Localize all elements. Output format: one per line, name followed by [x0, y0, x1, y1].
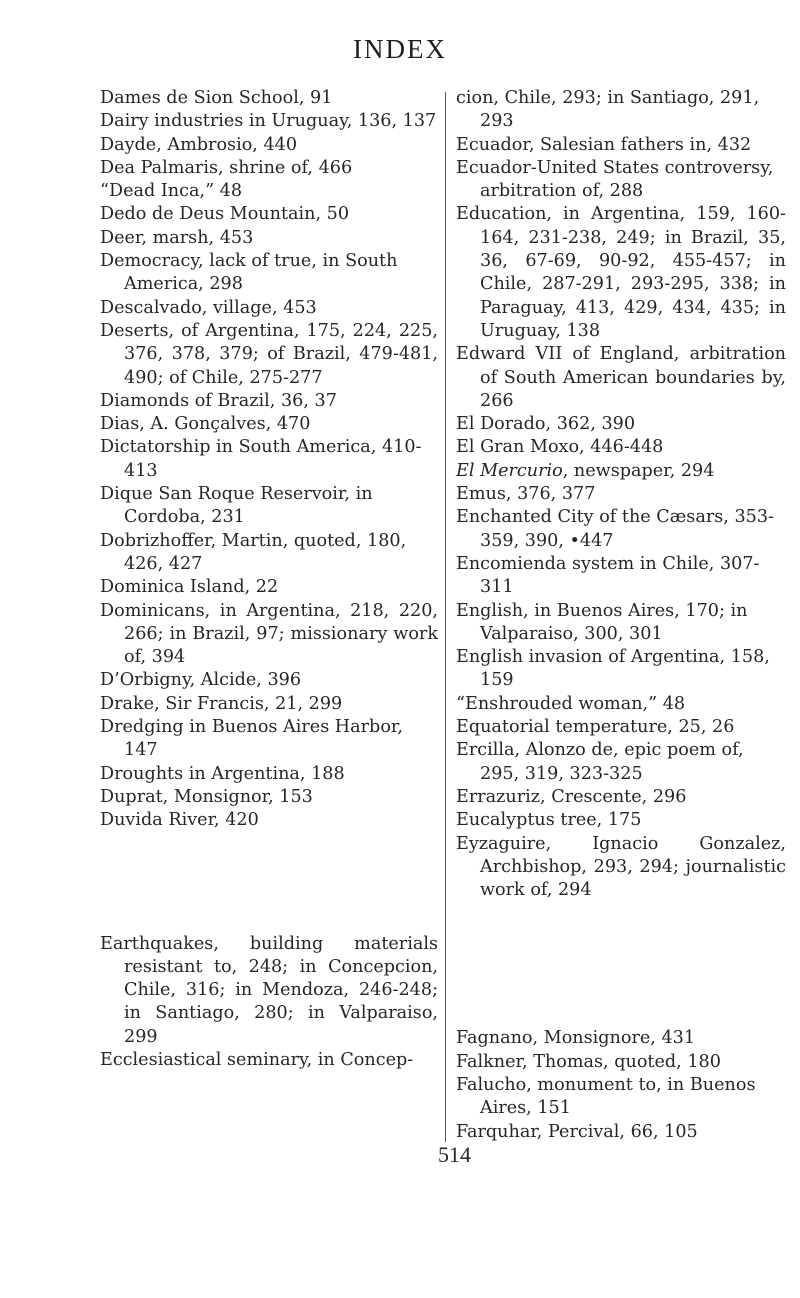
index-entry: Earthquakes, building materials resistant to, 248; in Concepcion, Chile, 316; in Mendoza, 246-248; in Santiago, 280; in Valparaiso, 299	[100, 933, 438, 1047]
index-entry: D’Orbigny, Alcide, 396	[100, 670, 302, 691]
index-entry: Ecuador-United States controversy, arbitration of, 288	[456, 157, 774, 202]
index-entry: Education, in Argentina, 159, 160-164, 231-238, 249; in Brazil, 35, 36, 67-69, 90-92, 455-457; in Chile, 287-291, 293-295, 338; in Paraguay, 413, 429, 434, 435; in Uruguay, 138	[456, 204, 786, 341]
index-entry: Dictatorship in South America, 410-413	[100, 437, 422, 481]
index-entry: Ecclesiastical seminary, in Concep-	[100, 1049, 414, 1070]
index-entry: Ercilla, Alonzo de, epic poem of, 295, 319, 323-325	[456, 740, 744, 784]
page-number: 514	[438, 1142, 471, 1167]
index-entry: Dames de Sion School, 91	[100, 88, 333, 108]
index-entry: Diamonds of Brazil, 36, 37	[100, 390, 337, 411]
index-entry: Duvida River, 420	[100, 810, 259, 831]
index-entry: Dairy industries in Uruguay, 136, 137	[100, 111, 437, 132]
letter-section-gap	[100, 833, 438, 933]
column-divider	[445, 92, 446, 1157]
newspaper-name: El Mercurio	[456, 460, 563, 481]
index-entry: Edward VII of England, arbitration of South American boundaries by, 266	[456, 344, 786, 411]
index-entry: Deserts, of Argentina, 175, 224, 225, 376, 378, 379; of Brazil, 479-481, 490; of Chile, 275-277	[100, 320, 438, 388]
entry-text: , newspaper, 294	[562, 460, 715, 481]
index-entry: Farquhar, Percival, 66, 105	[456, 1121, 698, 1142]
index-entry: Enchanted City of the Cæsars, 353-359, 390, •447	[456, 507, 774, 551]
index-entry: English invasion of Argentina, 158, 159	[456, 647, 770, 691]
index-entry: Dique San Roque Reservoir, in Cordoba, 231	[100, 484, 373, 528]
index-entry: Dedo de Deus Mountain, 50	[100, 204, 350, 225]
index-column-left	[100, 87, 438, 1072]
index-entry: Fagnano, Monsignore, 431	[456, 1028, 696, 1049]
letter-section-gap	[456, 902, 786, 1027]
index-entry: Errazuriz, Crescente, 296	[456, 786, 687, 807]
index-entry: Democracy, lack of true, in South America, 298	[100, 251, 398, 295]
index-entry-continuation: cion, Chile, 293; in Santiago, 291, 293	[456, 88, 760, 132]
index-entry: Emus, 376, 377	[456, 484, 596, 505]
index-column-right	[456, 87, 786, 1144]
index-entry: Dayde, Ambrosio, 440	[100, 134, 298, 155]
index-entry: Dea Palmaris, shrine of, 466	[100, 157, 353, 178]
index-entry: Falkner, Thomas, quoted, 180	[456, 1051, 721, 1072]
index-entry: Ecuador, Salesian fathers in, 432	[456, 134, 752, 155]
page-title: INDEX	[353, 34, 447, 64]
index-entry: Dobrizhoffer, Martin, quoted, 180, 426, 427	[100, 530, 407, 574]
index-entry: Duprat, Monsignor, 153	[100, 786, 313, 807]
index-entry: Dominicans, in Argentina, 218, 220, 266; in Brazil, 97; missionary work of, 394	[100, 600, 438, 668]
index-entry: Descalvado, village, 453	[100, 297, 317, 318]
index-entry: Droughts in Argentina, 188	[100, 763, 345, 784]
index-entry: Dredging in Buenos Aires Harbor, 147	[100, 717, 403, 761]
index-entry: Eucalyptus tree, 175	[456, 810, 642, 831]
index-entry: El Gran Moxo, 446-448	[456, 437, 664, 458]
index-entry: Eyzaguire, Ignacio Gonzalez, Archbishop, 293, 294; journalistic work of, 294	[456, 833, 786, 901]
index-entry: El Dorado, 362, 390	[456, 414, 636, 435]
index-entry-mercurio	[456, 460, 786, 483]
index-entry: Deer, marsh, 453	[100, 227, 254, 248]
index-entry: Dias, A. Gonçalves, 470	[100, 414, 311, 435]
index-entry: English, in Buenos Aires, 170; in Valparaiso, 300, 301	[456, 600, 748, 644]
index-entry: “Enshrouded woman,” 48	[456, 693, 686, 714]
index-entry: “Dead Inca,” 48	[100, 181, 243, 202]
index-entry: Drake, Sir Francis, 21, 299	[100, 693, 343, 714]
index-entry: Falucho, monument to, in Buenos Aires, 151	[456, 1074, 756, 1119]
index-entry: Encomienda system in Chile, 307-311	[456, 553, 760, 598]
index-entry: Dominica Island, 22	[100, 577, 279, 598]
index-entry: Equatorial temperature, 25, 26	[456, 717, 735, 738]
